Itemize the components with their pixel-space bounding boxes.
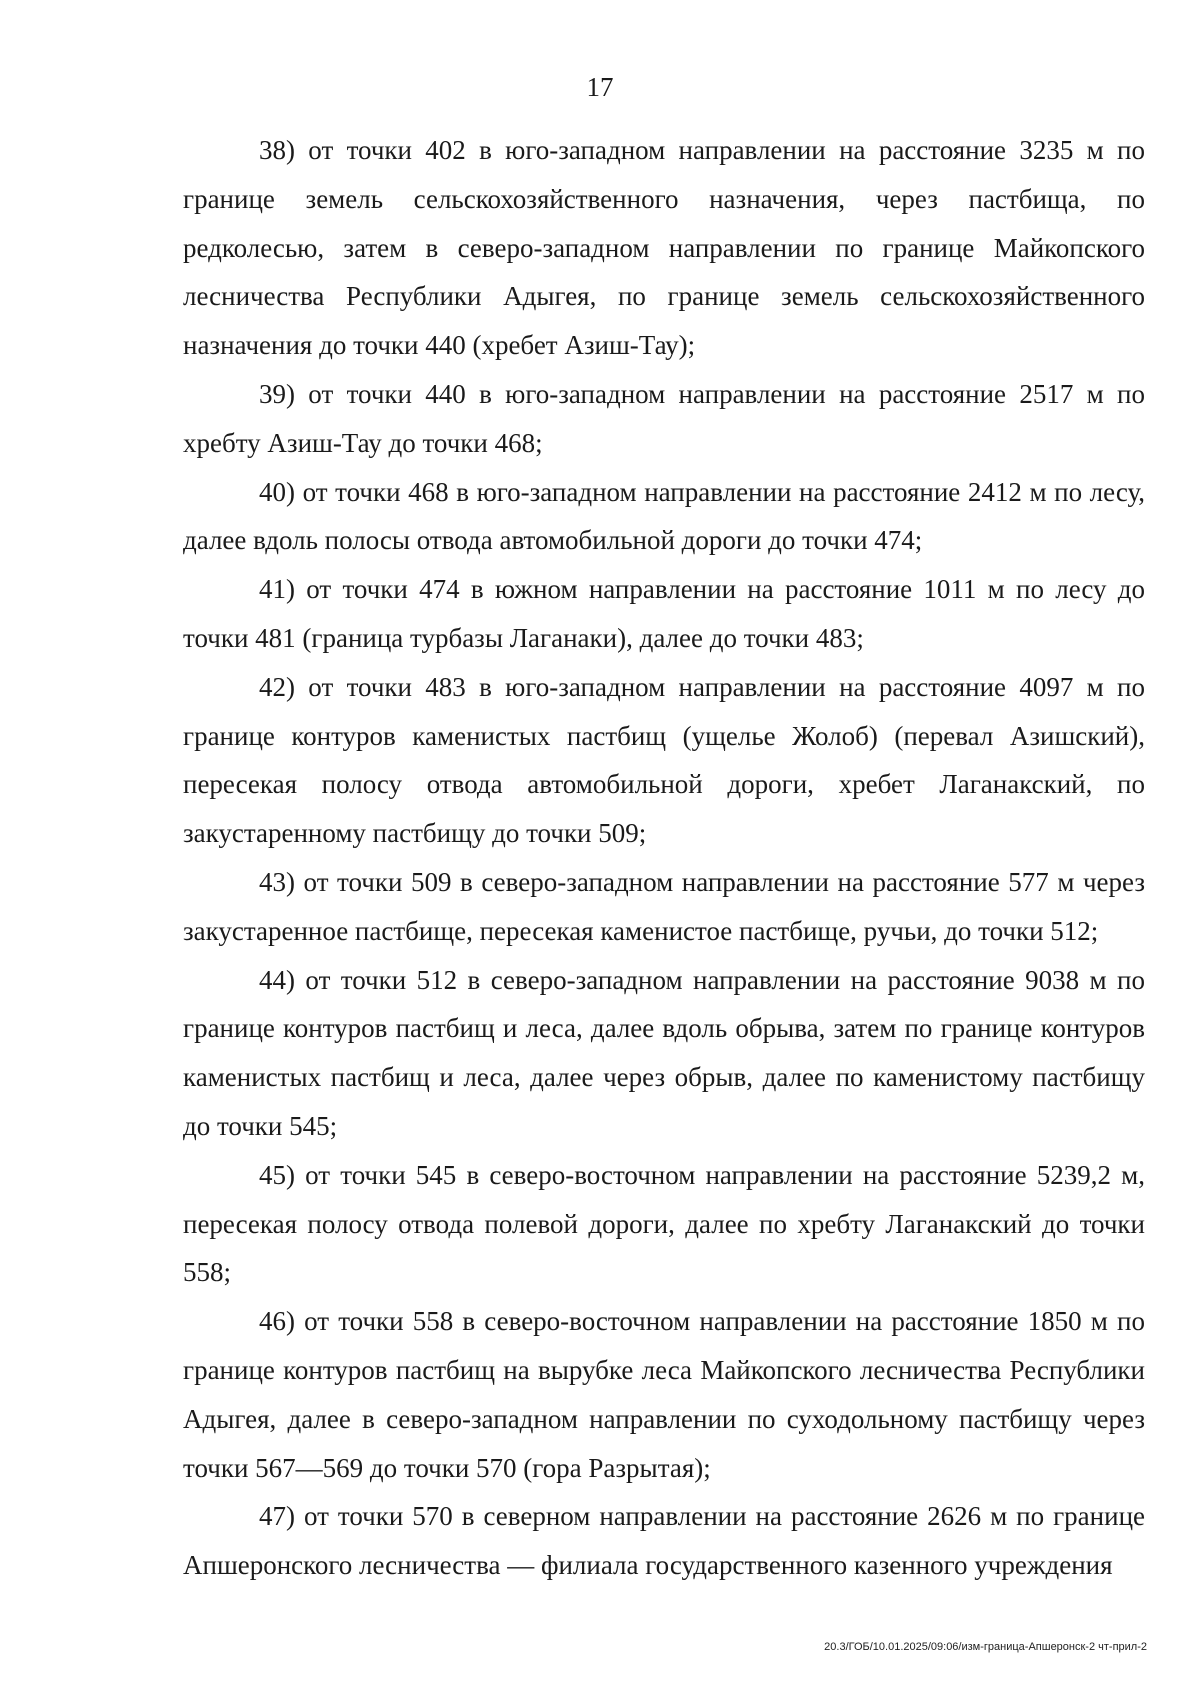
document-body bbox=[183, 126, 1145, 1590]
paragraph-43: 43) от точки 509 в северо-западном направлении на расстояние 577 м через закустаренное пастбище, пересекая каменистое пастбище, ручьи, до точки 512; bbox=[183, 866, 1145, 946]
paragraph-47: 47) от точки 570 в северном направлении на расстояние 2626 м по границе Апшеронского лесничества — филиала государственного казенного учреждения bbox=[183, 1501, 1145, 1581]
page-number: 17 bbox=[586, 72, 614, 102]
paragraph-45: 45) от точки 545 в северо-восточном направлении на расстояние 5239,2 м, пересекая полосу отвода полевой дороги, далее по хребту Лаганакский до точки 558; bbox=[183, 1159, 1145, 1288]
paragraph-38: 38) от точки 402 в юго-западном направлении на расстояние 3235 м по границе земель сельскохозяйственного назначения, через пастбища, по редколесью, затем в северо-западном направлении по границе Майкопского лесничества Республики Адыгея, по границе земель сельскохозяйственного назначения до точки 440 (хребет Азиш-Тау); bbox=[183, 135, 1145, 361]
paragraph-39: 39) от точки 440 в юго-западном направлении на расстояние 2517 м по хребту Азиш-Тау до точки 468; bbox=[183, 378, 1145, 458]
paragraph-40: 40) от точки 468 в юго-западном направлении на расстояние 2412 м по лесу, далее вдоль полосы отвода автомобильной дороги до точки 474; bbox=[183, 476, 1145, 556]
paragraph-46: 46) от точки 558 в северо-восточном направлении на расстояние 1850 м по границе контуров пастбищ на вырубке леса Майкопского лесничества Республики Адыгея, далее в северо-западном направлении по суходольному пастбищу через точки 567—569 до точки 570 (гора Разрытая); bbox=[183, 1306, 1145, 1483]
paragraph-42: 42) от точки 483 в юго-западном направлении на расстояние 4097 м по границе контуров каменистых пастбищ (ущелье Жолоб) (перевал Азишский), пересекая полосу отвода автомобильной дороги, хребет Лаганакский, по закустаренному пастбищу до точки 509; bbox=[183, 671, 1145, 849]
document-reference-footer: 20.3/ГОБ/10.01.2025/09:06/изм-граница-Апшеронск-2 чт-прил-2 bbox=[824, 1641, 1147, 1653]
paragraph-44: 44) от точки 512 в северо-западном направлении на расстояние 9038 м по границе контуров пастбищ и леса, далее вдоль обрыва, затем по границе контуров каменистых пастбищ и леса, далее через обрыв, далее по каменистому пастбищу до точки 545; bbox=[183, 964, 1145, 1141]
paragraph-41: 41) от точки 474 в южном направлении на расстояние 1011 м по лесу до точки 481 (граница турбазы Лаганаки), далее до точки 483; bbox=[183, 574, 1145, 653]
